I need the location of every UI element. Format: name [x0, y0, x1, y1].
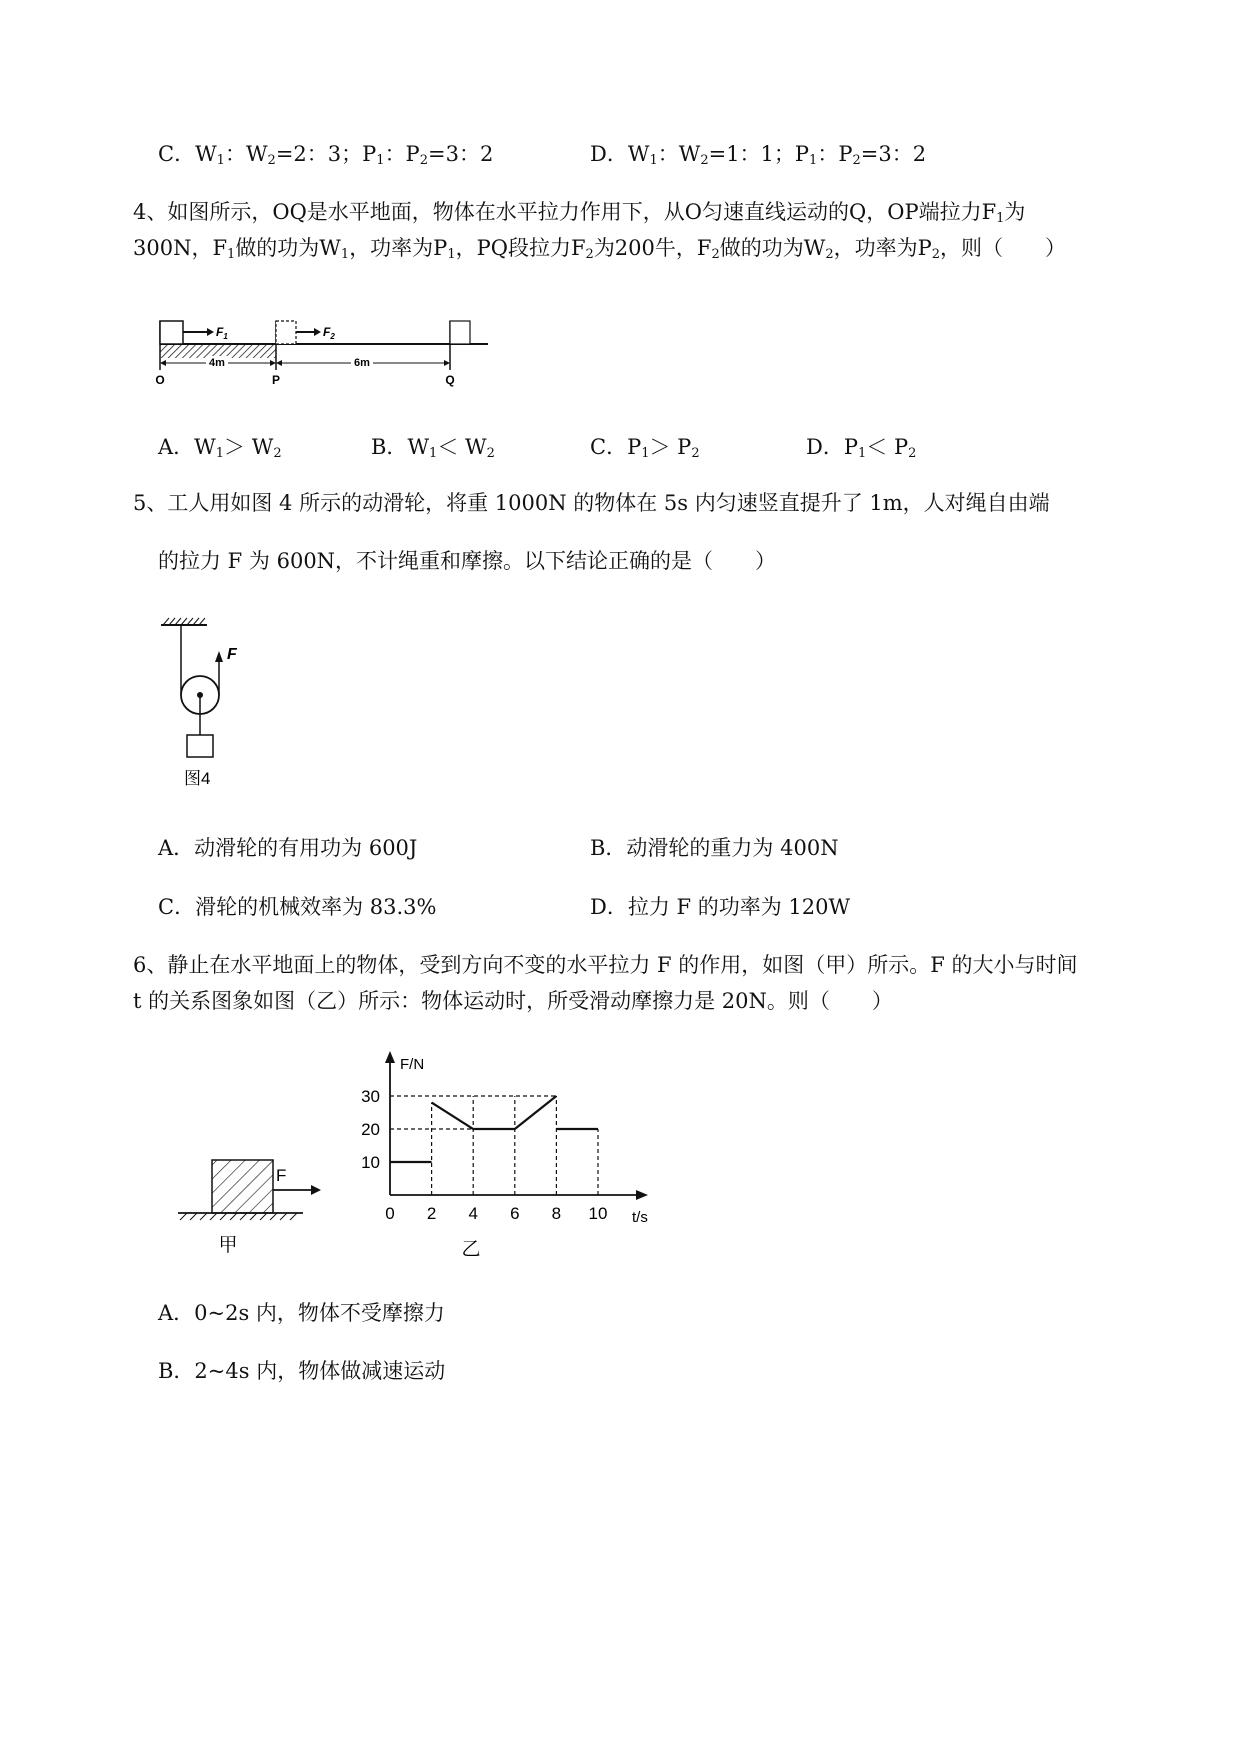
y-tick-label-30: 30: [361, 1087, 380, 1106]
q5-option-b: B．动滑轮的重力为 400N: [590, 836, 839, 860]
q4-text-line2: 300N，$F_1$做的功为$W_1$，功率为$P_1$，PQ段拉力$F_2$为200牛，$F_2$做的功为$W_2$，功率为$P_2$，则（ ）: [133, 236, 1067, 262]
point-o-label: O: [155, 373, 165, 387]
force-arrow: [215, 651, 223, 662]
jia-caption: 甲: [218, 1235, 238, 1256]
y-axis-arrow: [385, 1051, 395, 1063]
force-arrow: [311, 1185, 321, 1195]
q6-figure-jia: [170, 1150, 340, 1260]
x-tick-label-8: 8: [551, 1204, 562, 1223]
x-tick-label-6: 6: [510, 1204, 520, 1223]
point-q-label: Q: [445, 373, 455, 387]
f2-label: $F_2$: [323, 325, 335, 341]
y-axis-label: F/N: [400, 1056, 425, 1073]
q4-option-a: A．$W_1> W_2$: [158, 435, 282, 461]
y-tick-label-20: 20: [361, 1120, 380, 1139]
q6-option-b: B．2~4s 内，物体做减速运动: [158, 1359, 446, 1383]
block-at-o: [160, 321, 183, 344]
x-axis-label: t/s: [632, 1209, 648, 1226]
q5-text-line1: 5、工人用如图 4 所示的动滑轮，将重 1000N 的物体在 5s 内匀速竖直提升了 1m，人对绳自由端: [133, 491, 1050, 515]
y-tick-label-10: 10: [361, 1153, 380, 1172]
point-p-label: P: [271, 373, 281, 387]
f2-arrow: [314, 328, 321, 336]
block-at-q: [450, 321, 470, 344]
x-tick-label-0: 0: [385, 1204, 395, 1223]
force-f-label: F: [276, 1166, 287, 1185]
q6-ft-graph: [340, 1045, 680, 1265]
q4-track-diagram: [150, 312, 500, 392]
q5-option-a: A．动滑轮的有用功为 600J: [158, 836, 418, 860]
rough-ground-hatch: [160, 344, 276, 358]
x-tick-label-2: 2: [426, 1204, 437, 1223]
q4-option-c: C．$P_1> P_2$: [590, 435, 700, 461]
q5-option-c: C．滑轮的机械效率为 83.3%: [158, 895, 437, 919]
q5-pulley-diagram: [155, 615, 265, 795]
q5-option-d: D．拉力 F 的功率为 120W: [590, 895, 851, 919]
f1-arrow: [207, 328, 214, 336]
x-axis-arrow: [636, 1190, 648, 1200]
figure-4-caption: 图4: [184, 769, 211, 788]
q6-text-line1: 6、静止在水平地面上的物体，受到方向不变的水平拉力 F 的作用，如图（甲）所示。F 的大小与时间: [133, 953, 1078, 977]
force-f-label: F: [227, 646, 237, 663]
hatched-block: [212, 1160, 273, 1213]
q4-option-d: D．$P_1< P_2$: [806, 435, 917, 461]
yi-caption: 乙: [461, 1239, 481, 1260]
f1-label: $F_1$: [216, 325, 228, 341]
distance-op-label: 4m: [209, 357, 225, 369]
x-tick-label-10: 10: [588, 1204, 608, 1223]
q3-option-d: D．$W_1$：$W_2=1$：1；$P_1$：$P_2=3$：2: [590, 142, 927, 168]
q6-option-a: A．0~2s 内，物体不受摩擦力: [158, 1301, 445, 1325]
q3-option-c: C．$W_1$：$W_2=2$：3；$P_1$：$P_2=3$：2: [158, 142, 494, 168]
x-tick-label-4: 4: [468, 1204, 478, 1223]
q4-text-line1: 4、如图所示，OQ是水平地面，物体在水平拉力作用下，从O匀速直线运动的Q，OP端拉力$F_1$为: [133, 200, 1026, 226]
block-at-p: [276, 321, 296, 344]
distance-pq-label: 6m: [354, 357, 370, 369]
q5-text-line2: 的拉力 F 为 600N，不计绳重和摩擦。以下结论正确的是（ ）: [158, 549, 777, 573]
q4-option-b: B．$W_1< W_2$: [371, 435, 495, 461]
q6-text-line2: t 的关系图象如图（乙）所示：物体运动时，所受滑动摩擦力是 20N。则（ ）: [133, 989, 893, 1013]
force-segment-1: [432, 1096, 557, 1129]
load-block: [187, 735, 213, 757]
